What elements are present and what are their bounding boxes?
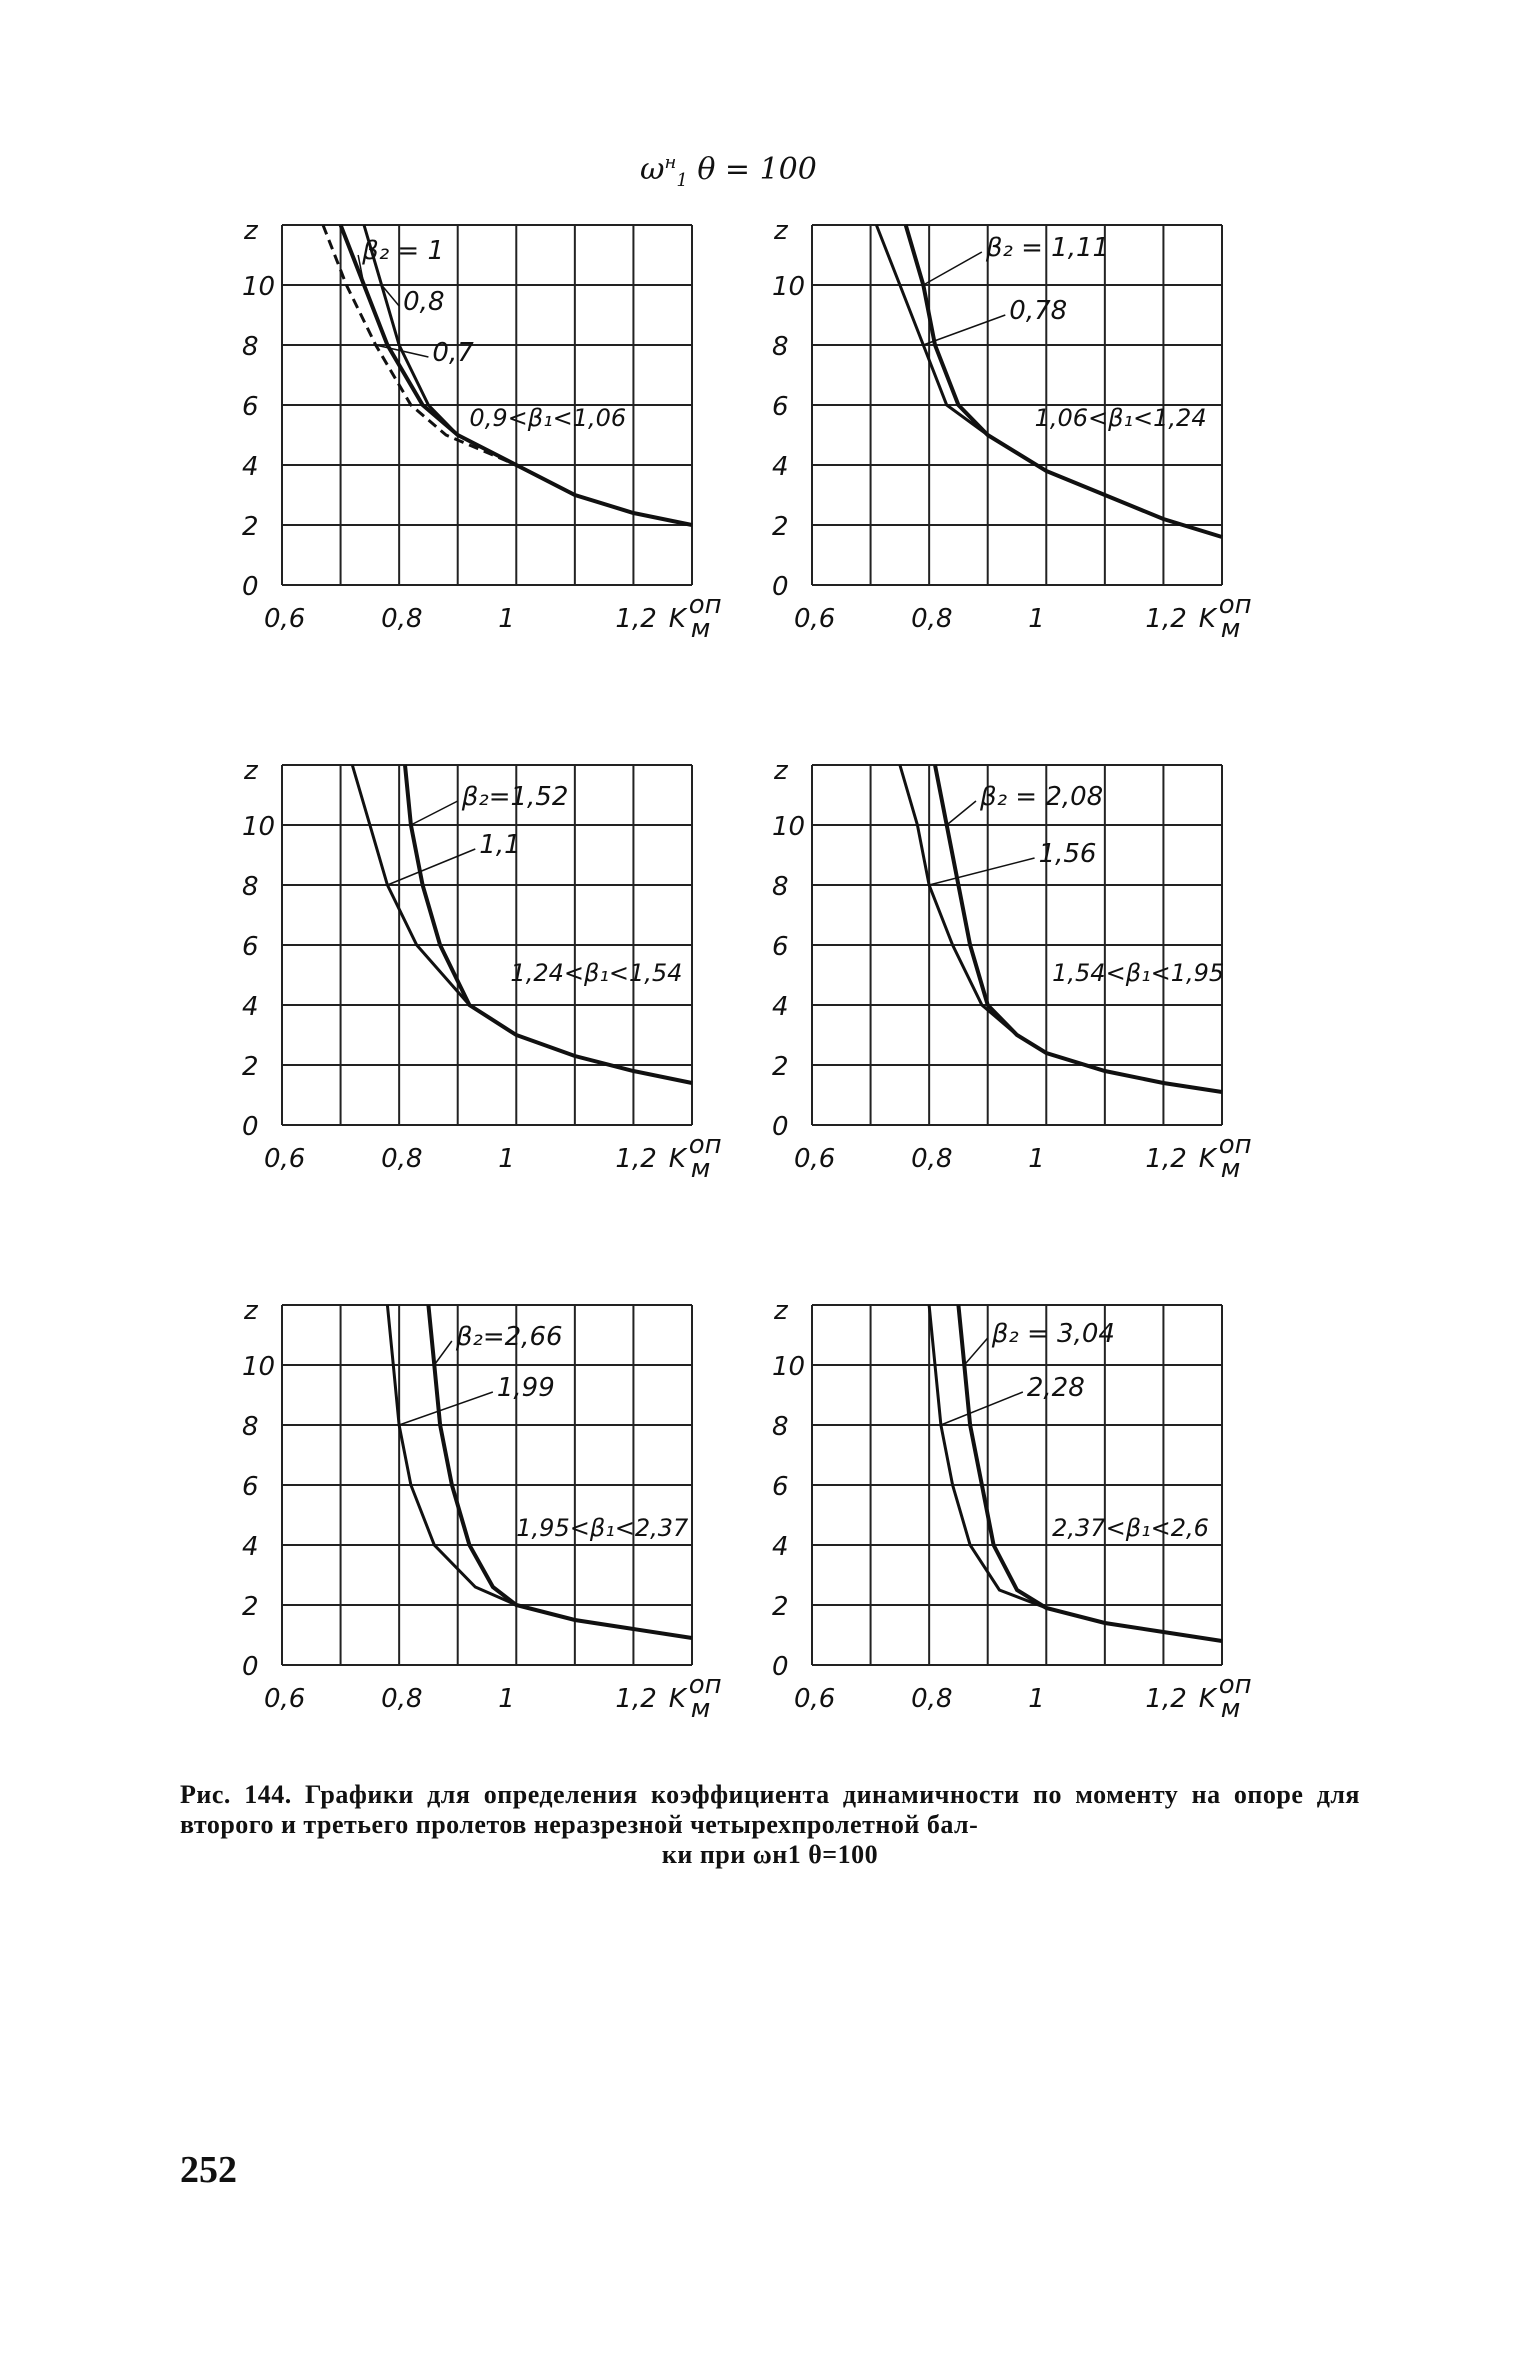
x-tick-label: 0,8 [381, 604, 423, 634]
series-line-2 [364, 225, 692, 525]
x-tick-label: 1 [498, 604, 515, 634]
y-axis-label: z [244, 216, 258, 246]
annotation-label: 0,8 [403, 287, 445, 317]
chart-svg-6 [760, 1295, 1280, 1755]
series-line-1 [935, 765, 1225, 1092]
chart-svg-4 [760, 755, 1280, 1215]
chart-panel-5 [230, 1295, 722, 1724]
x-axis-label-sub: м [690, 614, 711, 644]
x-tick-label: 1,2 [1145, 604, 1187, 634]
header-omega: ω [640, 152, 665, 187]
x-axis-label-sup: оп [1218, 1670, 1252, 1700]
annotation-label: β₂ = 3,04 [991, 1319, 1115, 1349]
x-tick-label: 1 [1028, 604, 1045, 634]
annotation-label: 1,56 [1038, 839, 1097, 869]
annotation-leader [411, 801, 458, 825]
y-tick-label: 10 [772, 812, 806, 842]
y-tick-label: 4 [772, 992, 789, 1022]
series-line-2 [900, 765, 1225, 1092]
series-line-1 [906, 225, 1222, 537]
chart-panel-4 [760, 755, 1252, 1184]
x-axis-label-sub: м [1220, 1694, 1241, 1724]
y-tick-label: 2 [772, 1592, 789, 1622]
y-tick-label: 2 [242, 512, 259, 542]
annotation-leader [923, 315, 1005, 345]
chart-panel-6 [760, 1295, 1252, 1724]
range-label: 2,37<β₁<2,6 [1052, 1514, 1209, 1542]
x-axis-label: K [1198, 604, 1216, 634]
annotation-label: 1,99 [496, 1373, 555, 1403]
annotation-label: β₂ = 1,11 [985, 233, 1110, 263]
annotation-leader [399, 1392, 493, 1425]
x-tick-label: 1 [1028, 1144, 1045, 1174]
x-axis-label: K [1198, 1144, 1216, 1174]
y-tick-label: 0 [242, 1652, 259, 1682]
annotation-label: 0,78 [1009, 296, 1068, 326]
y-tick-label: 6 [772, 932, 789, 962]
y-tick-label: 6 [242, 932, 259, 962]
y-tick-label: 0 [772, 572, 789, 602]
annotation-leader [929, 858, 1034, 885]
chart-panel-1 [230, 215, 722, 644]
y-tick-label: 4 [772, 1532, 789, 1562]
y-tick-label: 8 [772, 872, 789, 902]
y-axis-label: z [774, 216, 788, 246]
y-tick-label: 0 [772, 1652, 789, 1682]
annotation-leader [941, 1392, 1023, 1425]
y-tick-label: 10 [772, 1352, 806, 1382]
annotation-label: 1,1 [479, 830, 521, 860]
y-tick-label: 2 [772, 512, 789, 542]
chart-panel-3 [230, 755, 722, 1184]
annotation-leader [947, 801, 976, 825]
annotation-label: 0,7 [432, 338, 474, 368]
x-axis-label: K [668, 604, 686, 634]
x-tick-label: 0,6 [794, 1144, 836, 1174]
y-tick-label: 10 [242, 272, 276, 302]
annotation-leader [387, 849, 475, 885]
annotation-leader [923, 252, 982, 285]
y-axis-label: z [774, 1296, 788, 1326]
x-axis-label: K [668, 1684, 686, 1714]
x-tick-label: 1,2 [615, 604, 657, 634]
annotation-label: β₂=1,52 [461, 782, 569, 812]
annotation-leader [434, 1341, 452, 1365]
y-tick-label: 2 [242, 1592, 259, 1622]
x-tick-label: 0,6 [794, 604, 836, 634]
y-tick-label: 2 [242, 1052, 259, 1082]
y-tick-label: 8 [242, 1412, 259, 1442]
x-axis-label-sub: м [1220, 614, 1241, 644]
x-tick-label: 1 [1028, 1684, 1045, 1714]
header-omega-sup: н [664, 152, 677, 173]
y-tick-label: 4 [772, 452, 789, 482]
chart-svg-3 [230, 755, 750, 1215]
y-axis-label: z [244, 756, 258, 786]
y-tick-label: 4 [242, 1532, 259, 1562]
annotation-leader [376, 345, 429, 357]
x-axis-label-sup: оп [1218, 1130, 1252, 1160]
x-axis-label: K [1198, 1684, 1216, 1714]
annotation-label: β₂ = 2,08 [980, 782, 1104, 812]
x-axis-label-sup: оп [688, 1670, 722, 1700]
x-axis-label-sup: оп [1218, 590, 1252, 620]
x-tick-label: 0,8 [911, 1684, 953, 1714]
range-label: 1,24<β₁<1,54 [510, 959, 683, 987]
annotation-leader [964, 1338, 987, 1365]
page-number: 252 [180, 2149, 237, 2191]
y-axis-label: z [774, 756, 788, 786]
x-axis-label-sub: м [1220, 1154, 1241, 1184]
series-line-1 [958, 1305, 1222, 1641]
annotation-label: β₂ = 1 [362, 236, 445, 266]
range-label: 1,06<β₁<1,24 [1034, 404, 1207, 432]
y-tick-label: 10 [242, 1352, 276, 1382]
annotation-label: β₂=2,66 [455, 1322, 563, 1352]
x-tick-label: 1,2 [1145, 1684, 1187, 1714]
x-tick-label: 0,8 [381, 1684, 423, 1714]
x-tick-label: 1 [498, 1684, 515, 1714]
y-tick-label: 0 [772, 1112, 789, 1142]
x-tick-label: 0,8 [911, 604, 953, 634]
chart-svg-1 [230, 215, 750, 675]
y-tick-label: 0 [242, 572, 259, 602]
x-axis-label-sup: оп [688, 1130, 722, 1160]
chart-svg-2 [760, 215, 1280, 675]
annotation-label: 2,28 [1026, 1373, 1085, 1403]
chart-panel-2 [760, 215, 1252, 644]
header-rest: θ = 100 [687, 152, 817, 187]
range-label: 1,54<β₁<1,95 [1052, 959, 1225, 987]
x-axis-label-sup: оп [688, 590, 722, 620]
x-tick-label: 1,2 [1145, 1144, 1187, 1174]
y-tick-label: 2 [772, 1052, 789, 1082]
caption-last-line: ки при ωн1 θ=100 [661, 1840, 879, 1869]
range-label: 1,95<β₁<2,37 [516, 1514, 689, 1542]
figure-header [640, 152, 860, 191]
x-tick-label: 0,6 [264, 1144, 306, 1174]
y-tick-label: 8 [772, 1412, 789, 1442]
y-tick-label: 4 [242, 452, 259, 482]
series-line-1 [405, 765, 692, 1083]
y-tick-label: 8 [242, 332, 259, 362]
x-tick-label: 1,2 [615, 1144, 657, 1174]
y-tick-label: 6 [242, 392, 259, 422]
range-label: 0,9<β₁<1,06 [469, 404, 627, 432]
chart-svg-5 [230, 1295, 750, 1755]
header-omega-sub: 1 [676, 170, 688, 191]
x-tick-label: 0,6 [264, 604, 306, 634]
x-axis-label: K [668, 1144, 686, 1174]
y-tick-label: 6 [772, 392, 789, 422]
x-tick-label: 0,6 [794, 1684, 836, 1714]
y-tick-label: 0 [242, 1112, 259, 1142]
y-tick-label: 6 [242, 1472, 259, 1502]
y-tick-label: 6 [772, 1472, 789, 1502]
y-tick-label: 10 [242, 812, 276, 842]
y-tick-label: 8 [772, 332, 789, 362]
x-tick-label: 1 [498, 1144, 515, 1174]
x-tick-label: 0,8 [381, 1144, 423, 1174]
x-tick-label: 0,6 [264, 1684, 306, 1714]
y-tick-label: 10 [772, 272, 806, 302]
figure-caption [180, 1780, 1360, 1870]
x-axis-label-sub: м [690, 1154, 711, 1184]
caption-text: Рис. 144. Графики для определения коэффициента динамичности по моменту на опоре для второго и третьего пролетов неразрезной четырехпролетной бал- [180, 1780, 1360, 1839]
x-tick-label: 1,2 [615, 1684, 657, 1714]
x-axis-label-sub: м [690, 1694, 711, 1724]
y-tick-label: 8 [242, 872, 259, 902]
series-line-1 [428, 1305, 692, 1638]
y-tick-label: 4 [242, 992, 259, 1022]
x-tick-label: 0,8 [911, 1144, 953, 1174]
y-axis-label: z [244, 1296, 258, 1326]
